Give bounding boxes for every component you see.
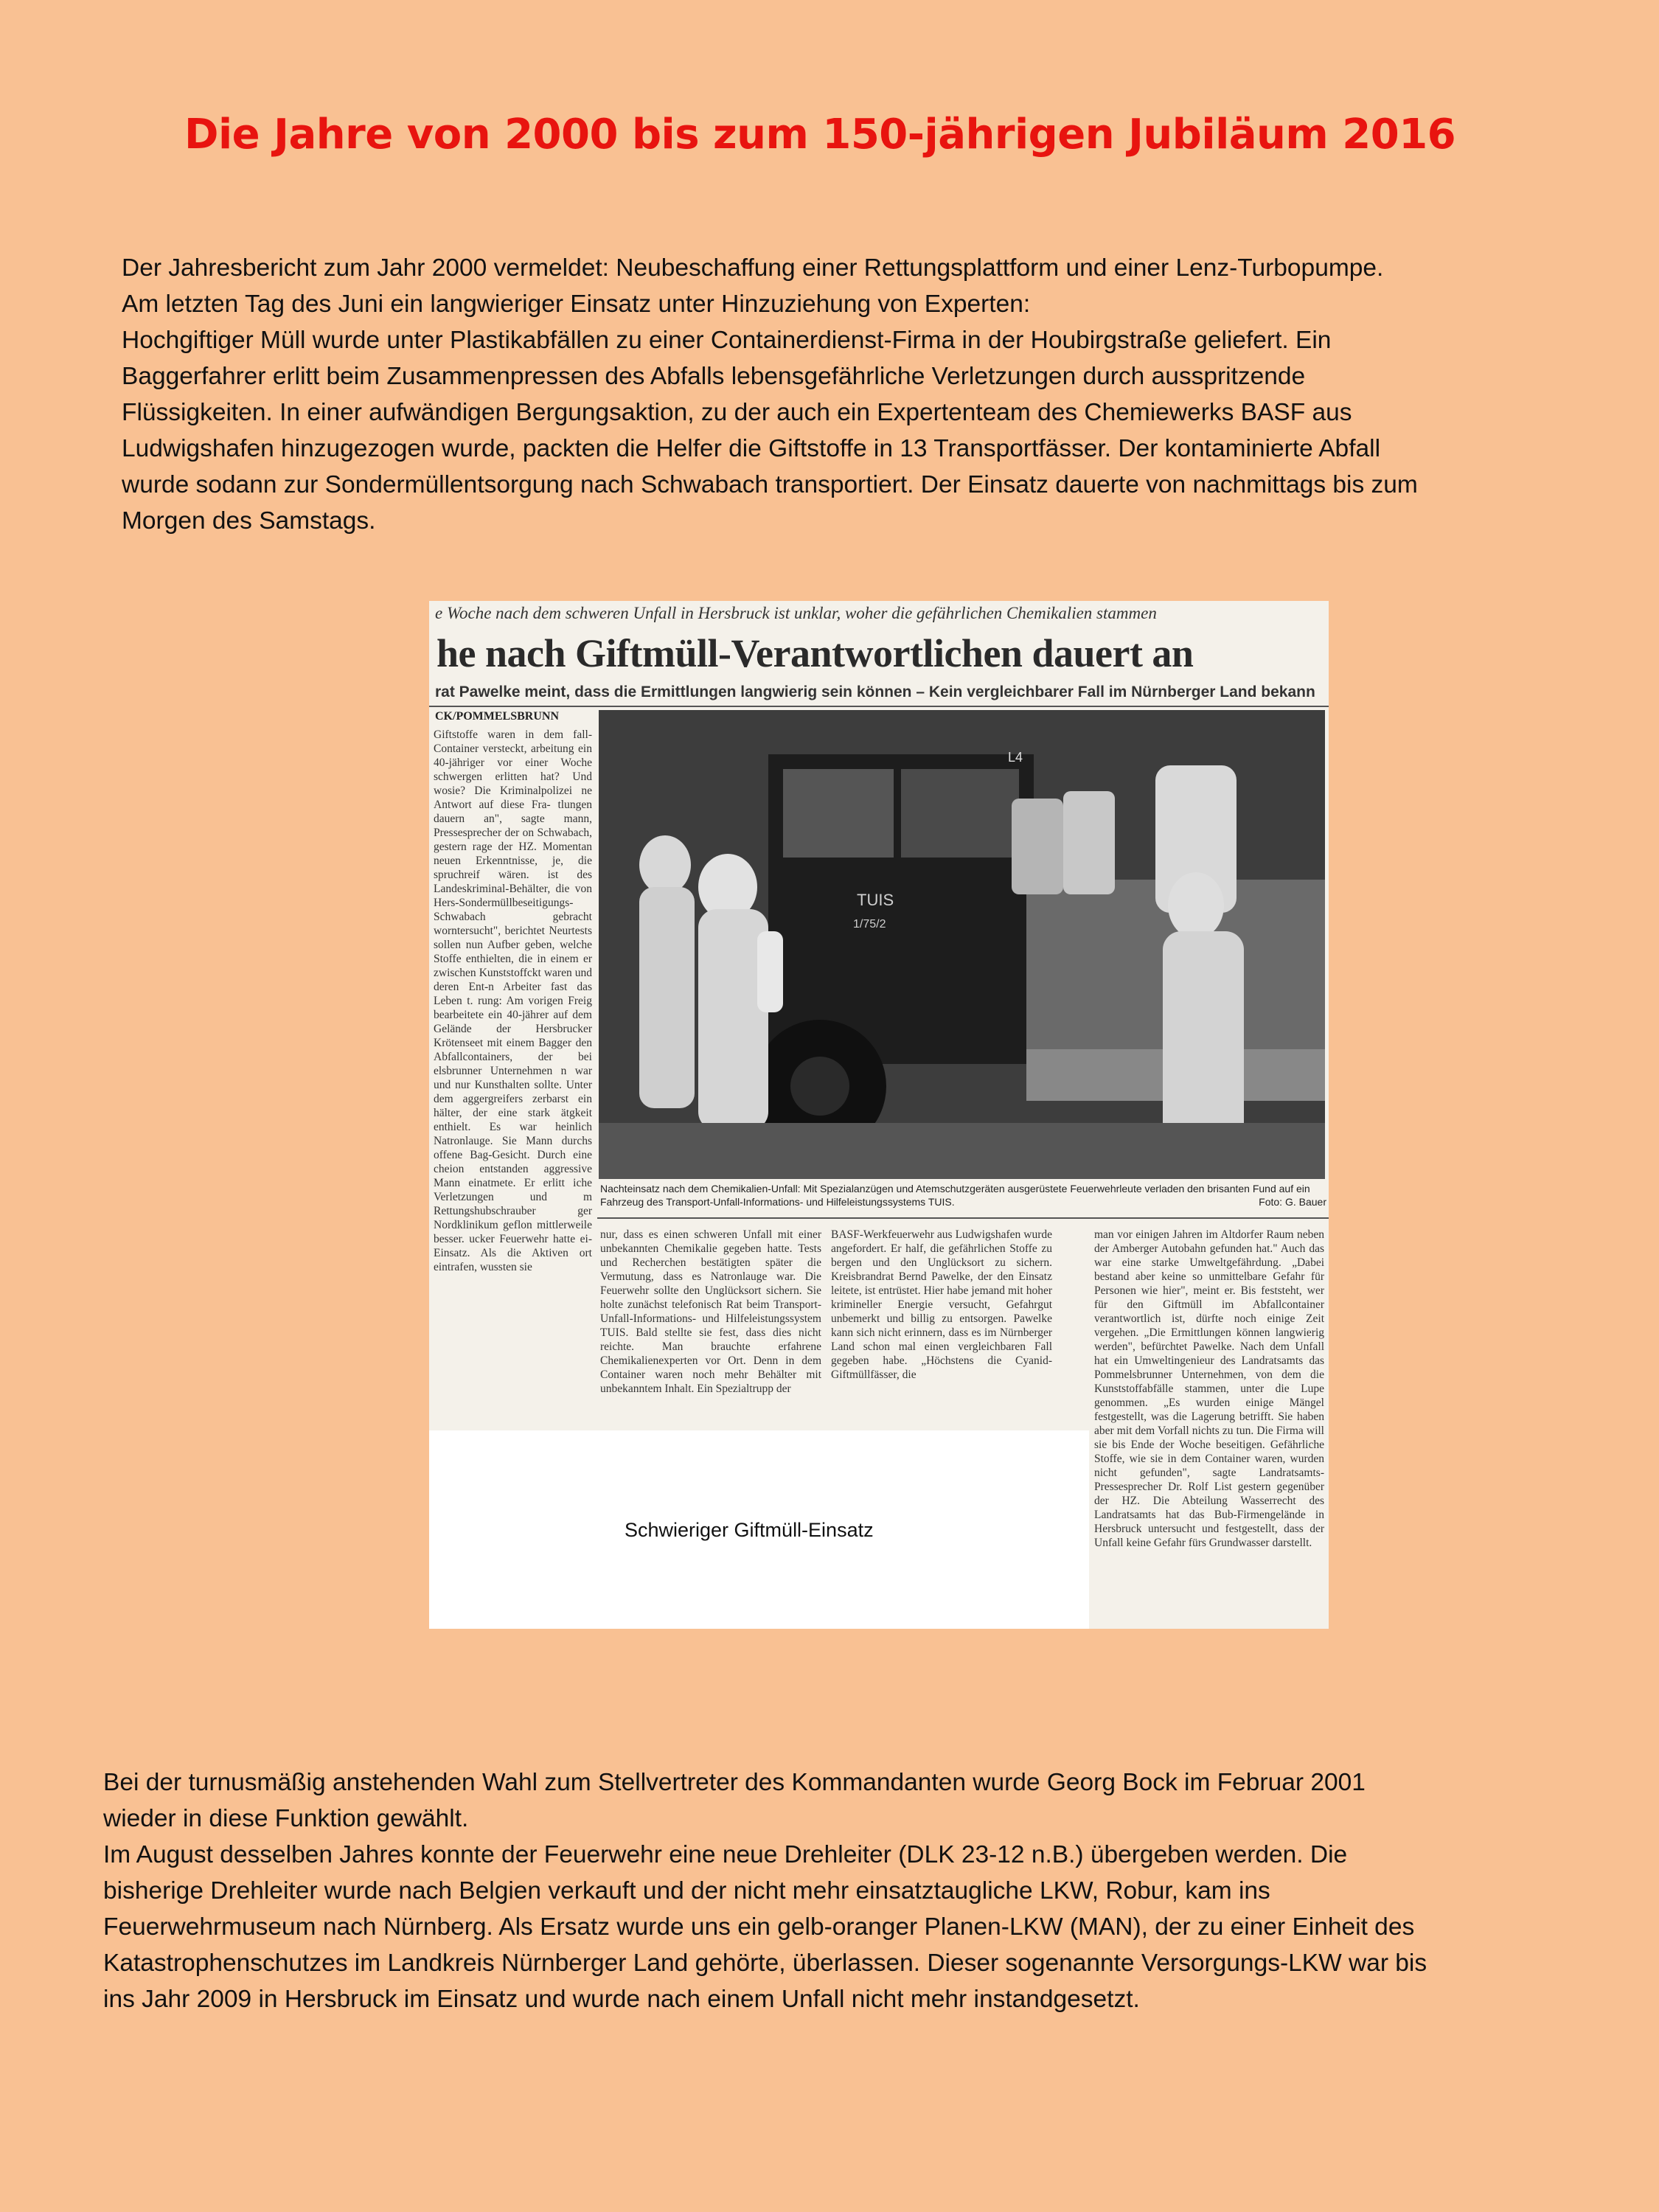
text-line: Ludwigshafen hinzugezogen wurde, packten die Helfer die Giftstoffe in 13 Transportfässer. Der kontaminierte Abfall — [122, 435, 1381, 462]
clipping-dateline: CK/POMMELSBRUNN — [435, 710, 559, 723]
image-label: Schwieriger Giftmüll-Einsatz — [625, 1519, 874, 1541]
text-line: Bei der turnusmäßig anstehenden Wahl zum Stellvertreter des Kommandanten wurde Georg Bock im Februar 2001 — [103, 1769, 1366, 1796]
clipping-subheadline: rat Pawelke meint, dass die Ermittlungen langwierig sein können – Kein vergleichbarer Fall im Nürnberger Land bekann — [435, 684, 1315, 700]
text-line: Feuerwehrmuseum nach Nürnberg. Als Ersatz wurde uns ein gelb-oranger Planen-LKW (MAN), der zu einer Einheit des — [103, 1913, 1415, 1941]
intro-paragraph — [122, 250, 1418, 539]
clipping-column-3: BASF-Werkfeuerwehr aus Ludwigshafen wurde angefordert. Er half, die gefährlichen Stoffe zu bergen und den Unglücksort zu sichern. Kreisbrandrat Bernd Pawelke, der den Einsatz leitete, ist entrüstet. Hier habe jemand mit hoher krimineller Energie versucht, Gefahrgut unbemerkt und billig zu entsorgen. Pawelke kann sich nicht erinnern, dass es im Nürnberger Land schon mal einen vergleichbaren Fall gegeben habe. „Höchstens die Cyanid-Giftmüllfässer, die — [831, 1228, 1052, 1381]
text-line: Morgen des Samstags. — [122, 507, 376, 535]
truck-number: 1/75/2 — [853, 918, 886, 931]
text-line: Flüssigkeiten. In einer aufwändigen Bergungsaktion, zu der auch ein Expertenteam des Chemiewerks BASF aus — [122, 399, 1352, 426]
truck-label: TUIS — [857, 891, 894, 909]
caption-credit: Foto: G. Bauer — [1259, 1196, 1326, 1208]
divider — [597, 1217, 1329, 1219]
text-line: Hochgiftiger Müll wurde unter Plastikabfällen zu einer Containerdienst-Firma in der Houbirgstraße geliefert. Ein — [122, 327, 1332, 354]
text-line: bisherige Drehleiter wurde nach Belgien verkauft und der nicht mehr einsatztaugliche LKW, Robur, kam ins — [103, 1877, 1270, 1905]
text-line: Baggerfahrer erlitt beim Zusammenpressen des Abfalls lebensgefährliche Verletzungen durch ausspritzende — [122, 363, 1306, 390]
clipping-photo — [599, 710, 1325, 1179]
newspaper-clipping — [429, 601, 1329, 1629]
closing-paragraph — [103, 1764, 1427, 2017]
clipping-kicker: e Woche nach dem schweren Unfall in Hersbruck ist unklar, woher die gefährlichen Chemikalien stammen — [435, 604, 1157, 622]
clipping-headline: he nach Giftmüll-Verantwortlichen dauert an — [437, 631, 1194, 675]
text-line: Im August desselben Jahres konnte der Feuerwehr eine neue Drehleiter (DLK 23-12 n.B.) übergeben werden. Die — [103, 1841, 1348, 1868]
truck-tag: L4 — [1008, 750, 1023, 765]
text-line: Der Jahresbericht zum Jahr 2000 vermeldet: Neubeschaffung einer Rettungsplattform und einer Lenz-Turbopumpe. — [122, 254, 1384, 282]
clipping-column-2: nur, dass es einen schweren Unfall mit einer unbekannten Chemikalie gegeben hatte. Tests und Recherchen bestätigten später die Vermutung, dass es Natronlauge war. Die Feuerwehr sollte den Unglücksort sichern. Sie holte zunächst telefonisch Rat beim Transport-Unfall-Informations- und Hilfeleistungssystem TUIS. Bald stellte sie fest, dass dies nicht reichte. Man brauchte erfahrene Chemikalienexperten vor Ort. Denn in dem Container waren noch mehr Behälter mit unbekanntem Inhalt. Ein Spezialtrupp der — [600, 1228, 821, 1395]
clipping-caption — [600, 1182, 1326, 1208]
divider — [429, 706, 1329, 707]
text-line: wurde sodann zur Sondermüllentsorgung nach Schwabach transportiert. Der Einsatz dauerte von nachmittags bis zum — [122, 471, 1418, 498]
page-title: Die Jahre von 2000 bis zum 150-jährigen Jubiläum 2016 — [184, 111, 1456, 159]
text-line: wieder in diese Funktion gewählt. — [103, 1805, 469, 1832]
text-line: Katastrophenschutzes im Landkreis Nürnberger Land gehörte, überlassen. Dieser sogenannte Versorgungs-LKW war bis — [103, 1950, 1427, 1977]
caption-text: Nachteinsatz nach dem Chemikalien-Unfall: Mit Spezialanzügen und Atemschutzgeräten ausgerüstete Feuerwehrleute verladen den brisanten Fund auf ein Fahrzeug des Transport-Unfall-Informations- und Hilfeleistungssystems TUIS. — [600, 1183, 1310, 1208]
text-line: Am letzten Tag des Juni ein langwieriger Einsatz unter Hinzuziehung von Experten: — [122, 291, 1031, 318]
clipping-column-left: Giftstoffe waren in dem fall-Container versteckt, arbeitung ein 40-jähriger vor einer Woche schwergen erlitten hat? Und wosie? Die Kriminalpolizei ne Antwort auf diese Fra- tlungen dauern an", sagte mann, Pressesprecher der on Schwabach, gestern rage der HZ. Momentan neuen Erkenntnisse, je, die spruchreif wären. ist des Landeskriminal-Behälter, die von Hers-Sondermüllbeseitigungs-Schwabach gebracht worntersucht", berichtet Neurtests sollen nun Aufber geben, welche Stoffe enthielten, die in einem er zwischen Kunststoffckt waren und deren Ent-n Arbeiter fast das Leben t. rung: Am vorigen Freig bearbeitete ein 40-jährer auf dem Gelände der Hersbrucker Krötenseet mit einem Bagger den Abfallcontainers, der bei elsbrunner Unternehmen n war und nur Kunsthalten sollte. Unter dem aggergreifers zerbarst ein hälter, der eine stark ätgkeit enthielt. Es war heinlich Natronlauge. Sie Mann durchs offene Bag-Gesicht. Durch eine cheion entstanden aggressive Mann einatmete. Er erlitt iche Verletzungen und m Rettungshubschrauber ger Nordklinikum geflon mittlerweile besser. ucker Feuerwehr hatte ei-Einsatz. Als die Aktiven ort eintrafen, wussten sie — [434, 728, 592, 1273]
clipping-column-4: man vor einigen Jahren im Altdorfer Raum neben der Amberger Autobahn gefunden hat." Auch das war eine starke Umweltgefährdung. „Dabei bestand aber keine so unmittelbare Gefahr für Personen wie hier", meint er. Bis feststeht, wer für den Giftmüll im Abfallcontainer verantwortlich ist, dürfte noch einige Zeit vergehen. „Die Ermittlungen können langwierig werden", befürchtet Pawelke. Nach dem Unfall hat ein Umweltingenieur des Landratsamts das Pommelsbrunner Unternehmen, von dem die Kunststoffabfälle stammen, unter die Lupe genommen. „Es wurden einige Mängel festgestellt, was die Lagerung betrifft. Sie haben aber mit dem Vorfall nichts zu tun. Die Firma will sie bis Ende der Woche beseitigen. Gefährliche Stoffe, wie sie in dem Container waren, wurden nicht gefunden", sagte Landratsamts-Pressesprecher Dr. Rolf List gestern gegenüber der HZ. Die Abteilung Wasserrecht des Landratsamts hat das Bub-Firmengelände in Hersbruck untersucht und festgestellt, dass der Unfall keine Gefahr fürs Grundwasser darstellt. — [1094, 1228, 1324, 1549]
text-line: ins Jahr 2009 in Hersbruck im Einsatz und wurde nach einem Unfall nicht mehr instandgesetzt. — [103, 1986, 1140, 2013]
